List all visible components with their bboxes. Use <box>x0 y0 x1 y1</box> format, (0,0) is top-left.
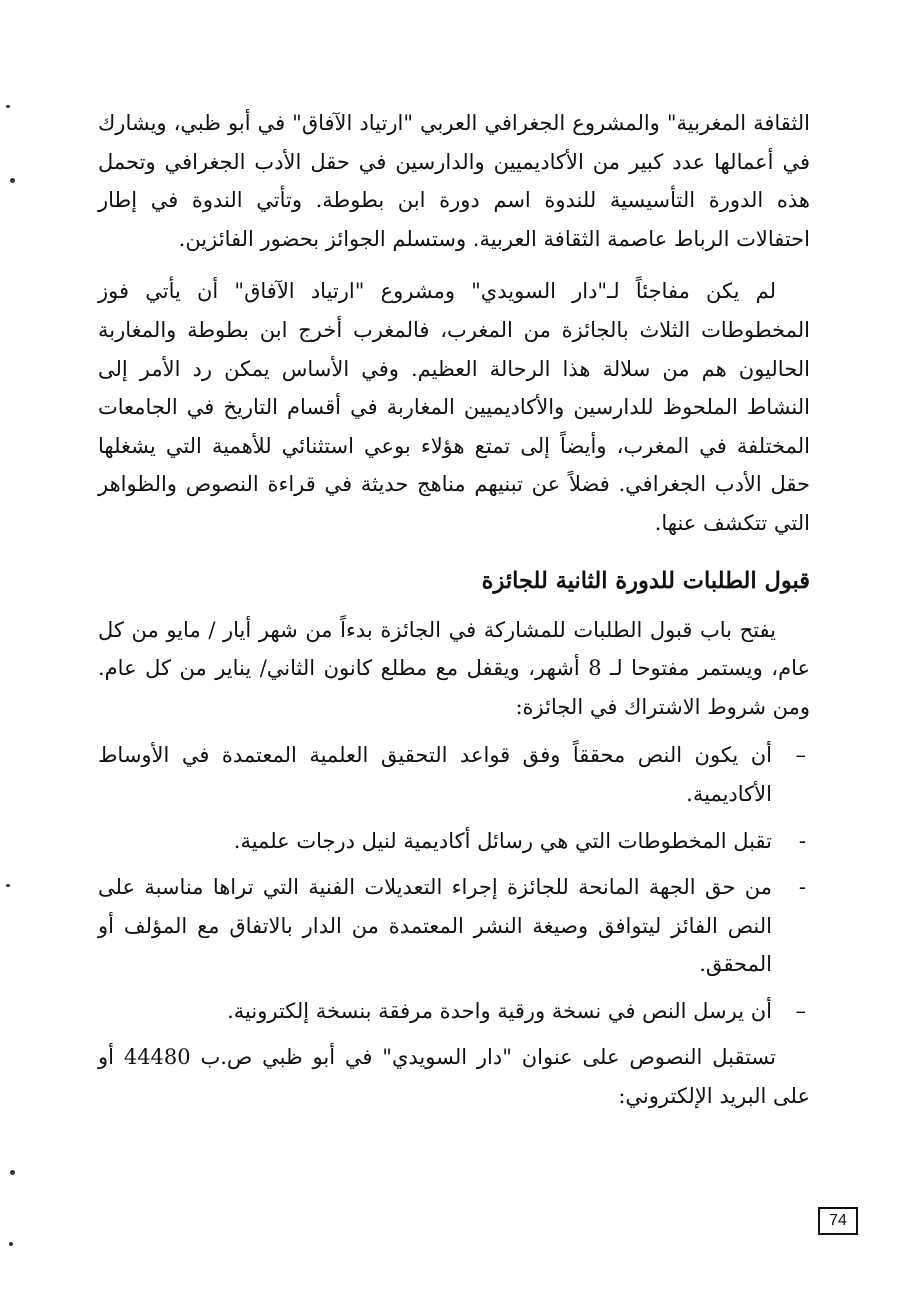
paragraph-2: لم يكن مفاجئاً لـ"دار السويدي" ومشروع "ارتياد الآفاق" أن يأتي فوز المخطوطات الثلاث بالجائزة من المغرب، فالمغرب أخرج ابن بطوطة والمغاربة الحاليون هم من سلالة هذا الرحالة العظيم. وفي الأساس يمكن رد الأمر إلى النشاط الملحوظ للدارسين والأكاديميين المغاربة في أقسام التاريخ في الجامعات المختلفة في المغرب، وأيضاً إلى تمتع هؤلاء بوعي استثنائي للأهمية التي يشغلها حقل الأدب الجغرافي. فضلاً عن تبنيهم مناهج حديثة في قراءة النصوص والظواهر التي تتكشف عنها. <box>98 279 810 535</box>
list-item <box>98 868 810 984</box>
list-item <box>98 736 810 813</box>
list-item <box>98 822 810 861</box>
list-dash: – <box>795 998 806 1023</box>
page-number: 74 <box>818 1207 858 1235</box>
list-item-text: أن يكون النص محققاً وفق قواعد التحقيق العلمية المعتمدة في الأوساط الأكاديمية. <box>98 743 772 806</box>
list-item-text: أن يرسل النص في نسخة ورقية واحدة مرفقة بنسخة إلكترونية. <box>227 998 772 1023</box>
list-dash: – <box>795 743 806 768</box>
section-heading: قبول الطلبات للدورة الثانية للجائزة <box>481 567 810 594</box>
intro-paragraph: يفتح باب قبول الطلبات للمشاركة في الجائزة بدءاً من شهر أيار / مايو من كل عام، ويستمر مفتوحا لـ 8 أشهر، ويقفل مع مطلع كانون الثاني/ يناير من كل عام. ومن شروط الاشتراك في الجائزة: <box>98 617 810 719</box>
closing-paragraph: تستقبل النصوص على عنوان "دار السويدي" في أبو ظبي ص.ب 44480 أو على البريد الإلكتروني: <box>98 1045 810 1109</box>
scan-speck <box>6 105 10 108</box>
scan-speck <box>9 1242 13 1246</box>
list-dash: - <box>798 828 806 853</box>
conditions-list <box>98 736 810 1030</box>
paragraph-1: الثقافة المغربية" والمشروع الجغرافي العربي "ارتياد الآفاق" في أبو ظبي، ويشارك في أعمالها عدد كبير من الأكاديميين والدارسين في حقل الأدب الجغرافي وتحمل هذه الدورة التأسيسية للندوة اسم دورة ابن بطوطة. وتأتي الندوة في إطار احتفالات الرباط عاصمة الثقافة العربية. وستسلم الجوائز بحضور الفائزين. <box>98 111 810 251</box>
article-body <box>98 104 810 1116</box>
list-dash: - <box>798 875 806 900</box>
list-item-text: من حق الجهة المانحة للجائزة إجراء التعديلات الفنية التي تراها مناسبة على النص الفائز ليتوافق وصيغة النشر المعتمدة من الدار بالاتفاق مع المؤلف أو المحقق. <box>98 875 772 977</box>
list-item <box>98 992 810 1031</box>
scan-speck <box>10 178 15 183</box>
scan-speck <box>6 884 10 887</box>
scan-speck <box>10 1170 15 1175</box>
list-item-text: تقبل المخطوطات التي هي رسائل أكاديمية لنيل درجات علمية. <box>233 828 772 853</box>
